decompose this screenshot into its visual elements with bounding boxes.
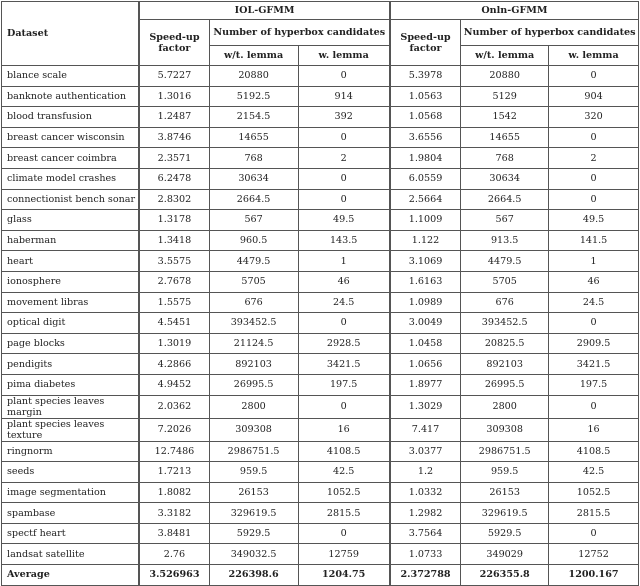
cell-iol-speedup: 2.0362 — [139, 395, 209, 418]
cell-iol-w: 0 — [298, 395, 390, 418]
table-row — [2, 230, 639, 251]
cell-onln-wt: 14655 — [461, 127, 549, 148]
cell-dataset: movement libras — [2, 292, 140, 313]
table-row — [2, 482, 639, 503]
cell-iol-speedup: 3.526963 — [139, 565, 209, 586]
cell-onln-wt: 2986751.5 — [461, 441, 549, 462]
cell-dataset: spambase — [2, 503, 140, 524]
cell-onln-wt: 768 — [461, 148, 549, 169]
cell-dataset: breast cancer wisconsin — [2, 127, 140, 148]
results-table — [1, 1, 639, 586]
header-onln-wt-lemma: w/t. lemma — [461, 46, 549, 66]
cell-iol-speedup: 1.5575 — [139, 292, 209, 313]
cell-onln-w: 904 — [549, 86, 639, 107]
cell-onln-speedup: 3.6556 — [390, 127, 461, 148]
cell-iol-w: 2815.5 — [298, 503, 390, 524]
cell-dataset: image segmentation — [2, 482, 140, 503]
cell-onln-speedup: 1.2 — [390, 462, 461, 483]
header-onln-gfmm: Onln-GFMM — [390, 2, 639, 20]
cell-iol-speedup: 3.8746 — [139, 127, 209, 148]
cell-onln-w: 4108.5 — [549, 441, 639, 462]
cell-onln-w: 1052.5 — [549, 482, 639, 503]
cell-onln-wt: 393452.5 — [461, 313, 549, 334]
cell-iol-wt: 5192.5 — [209, 86, 298, 107]
cell-iol-w: 2 — [298, 148, 390, 169]
cell-iol-speedup: 6.2478 — [139, 168, 209, 189]
table-row — [2, 354, 639, 375]
cell-dataset: Average — [2, 565, 140, 586]
cell-onln-w: 24.5 — [549, 292, 639, 313]
table-row — [2, 374, 639, 395]
cell-onln-wt: 2664.5 — [461, 189, 549, 210]
cell-iol-speedup: 1.3019 — [139, 333, 209, 354]
cell-onln-wt: 26153 — [461, 482, 549, 503]
cell-iol-wt: 14655 — [209, 127, 298, 148]
table-row — [2, 127, 639, 148]
cell-iol-w: 3421.5 — [298, 354, 390, 375]
cell-onln-w: 0 — [549, 127, 639, 148]
cell-onln-speedup: 1.0733 — [390, 544, 461, 565]
cell-iol-w: 197.5 — [298, 374, 390, 395]
cell-onln-w: 42.5 — [549, 462, 639, 483]
cell-onln-w: 46 — [549, 271, 639, 292]
header-onln-candidates: Number of hyperbox candidates — [461, 20, 639, 46]
cell-dataset: plant species leaves texture — [2, 418, 140, 441]
cell-onln-wt: 567 — [461, 210, 549, 231]
cell-iol-speedup: 3.5575 — [139, 251, 209, 272]
cell-onln-speedup: 3.7564 — [390, 523, 461, 544]
cell-iol-wt: 5929.5 — [209, 523, 298, 544]
cell-dataset: glass — [2, 210, 140, 231]
cell-iol-w: 2928.5 — [298, 333, 390, 354]
cell-iol-speedup: 1.2487 — [139, 107, 209, 128]
cell-onln-w: 12752 — [549, 544, 639, 565]
cell-onln-wt: 5929.5 — [461, 523, 549, 544]
table-row — [2, 462, 639, 483]
cell-iol-wt: 26995.5 — [209, 374, 298, 395]
cell-iol-wt: 567 — [209, 210, 298, 231]
cell-iol-wt: 21124.5 — [209, 333, 298, 354]
cell-iol-speedup: 1.3016 — [139, 86, 209, 107]
cell-onln-wt: 329619.5 — [461, 503, 549, 524]
cell-iol-speedup: 7.2026 — [139, 418, 209, 441]
table-row — [2, 313, 639, 334]
cell-iol-w: 914 — [298, 86, 390, 107]
header-iol-w-lemma: w. lemma — [298, 46, 390, 66]
cell-iol-wt: 20880 — [209, 66, 298, 87]
cell-onln-speedup: 6.0559 — [390, 168, 461, 189]
table-row — [2, 210, 639, 231]
cell-iol-w: 0 — [298, 66, 390, 87]
cell-onln-speedup: 1.0989 — [390, 292, 461, 313]
cell-dataset: blance scale — [2, 66, 140, 87]
cell-onln-wt: 26995.5 — [461, 374, 549, 395]
cell-onln-speedup: 1.8977 — [390, 374, 461, 395]
cell-onln-speedup: 3.1069 — [390, 251, 461, 272]
cell-iol-speedup: 12.7486 — [139, 441, 209, 462]
cell-onln-w: 0 — [549, 66, 639, 87]
cell-iol-speedup: 1.3178 — [139, 210, 209, 231]
table-row — [2, 271, 639, 292]
header-onln-w-lemma: w. lemma — [549, 46, 639, 66]
cell-onln-speedup: 1.2982 — [390, 503, 461, 524]
cell-onln-wt: 226355.8 — [461, 565, 549, 586]
cell-iol-w: 143.5 — [298, 230, 390, 251]
cell-dataset: pendigits — [2, 354, 140, 375]
cell-iol-w: 1 — [298, 251, 390, 272]
cell-onln-w: 141.5 — [549, 230, 639, 251]
cell-onln-speedup: 1.122 — [390, 230, 461, 251]
table-row — [2, 544, 639, 565]
cell-dataset: ringnorm — [2, 441, 140, 462]
header-iol-speedup: Speed-up factor — [139, 20, 209, 66]
table-row — [2, 503, 639, 524]
cell-iol-wt: 768 — [209, 148, 298, 169]
cell-dataset: spectf heart — [2, 523, 140, 544]
cell-dataset: heart — [2, 251, 140, 272]
cell-iol-w: 1052.5 — [298, 482, 390, 503]
cell-iol-wt: 26153 — [209, 482, 298, 503]
cell-onln-speedup: 1.6163 — [390, 271, 461, 292]
cell-dataset: seeds — [2, 462, 140, 483]
cell-iol-wt: 2664.5 — [209, 189, 298, 210]
table-row — [2, 523, 639, 544]
table-row — [2, 292, 639, 313]
cell-iol-wt: 4479.5 — [209, 251, 298, 272]
cell-iol-w: 392 — [298, 107, 390, 128]
cell-onln-speedup: 1.9804 — [390, 148, 461, 169]
average-row — [2, 565, 639, 586]
cell-iol-wt: 2986751.5 — [209, 441, 298, 462]
cell-iol-w: 1204.75 — [298, 565, 390, 586]
cell-onln-w: 0 — [549, 189, 639, 210]
cell-iol-wt: 309308 — [209, 418, 298, 441]
cell-onln-wt: 676 — [461, 292, 549, 313]
cell-onln-speedup: 3.0049 — [390, 313, 461, 334]
table-row — [2, 418, 639, 441]
cell-iol-speedup: 3.3182 — [139, 503, 209, 524]
cell-onln-wt: 5705 — [461, 271, 549, 292]
cell-onln-w: 197.5 — [549, 374, 639, 395]
cell-onln-wt: 959.5 — [461, 462, 549, 483]
cell-iol-speedup: 4.5451 — [139, 313, 209, 334]
cell-onln-speedup: 1.1009 — [390, 210, 461, 231]
table-row — [2, 86, 639, 107]
cell-dataset: haberman — [2, 230, 140, 251]
cell-dataset: pima diabetes — [2, 374, 140, 395]
cell-onln-speedup: 1.0568 — [390, 107, 461, 128]
cell-iol-w: 16 — [298, 418, 390, 441]
cell-onln-w: 1200.167 — [549, 565, 639, 586]
cell-dataset: landsat satellite — [2, 544, 140, 565]
cell-onln-wt: 4479.5 — [461, 251, 549, 272]
cell-iol-speedup: 5.7227 — [139, 66, 209, 87]
cell-iol-speedup: 1.8082 — [139, 482, 209, 503]
cell-onln-speedup: 1.0656 — [390, 354, 461, 375]
table-row — [2, 441, 639, 462]
header-dataset: Dataset — [2, 2, 140, 66]
cell-onln-w: 16 — [549, 418, 639, 441]
cell-iol-speedup: 2.3571 — [139, 148, 209, 169]
table-row — [2, 189, 639, 210]
cell-onln-speedup: 3.0377 — [390, 441, 461, 462]
cell-onln-speedup: 7.417 — [390, 418, 461, 441]
cell-dataset: breast cancer coimbra — [2, 148, 140, 169]
cell-iol-w: 46 — [298, 271, 390, 292]
cell-iol-speedup: 2.7678 — [139, 271, 209, 292]
cell-iol-w: 0 — [298, 189, 390, 210]
cell-iol-wt: 2154.5 — [209, 107, 298, 128]
cell-onln-w: 0 — [549, 395, 639, 418]
cell-iol-wt: 892103 — [209, 354, 298, 375]
cell-iol-w: 0 — [298, 168, 390, 189]
cell-onln-w: 0 — [549, 523, 639, 544]
cell-onln-wt: 913.5 — [461, 230, 549, 251]
cell-iol-speedup: 3.8481 — [139, 523, 209, 544]
cell-iol-w: 0 — [298, 127, 390, 148]
cell-onln-wt: 349029 — [461, 544, 549, 565]
cell-iol-wt: 2800 — [209, 395, 298, 418]
table-row — [2, 66, 639, 87]
cell-onln-speedup: 1.0458 — [390, 333, 461, 354]
table-row — [2, 395, 639, 418]
header-iol-wt-lemma: w/t. lemma — [209, 46, 298, 66]
cell-dataset: plant species leaves margin — [2, 395, 140, 418]
cell-iol-w: 0 — [298, 523, 390, 544]
cell-onln-wt: 1542 — [461, 107, 549, 128]
cell-onln-speedup: 5.3978 — [390, 66, 461, 87]
cell-dataset: banknote authentication — [2, 86, 140, 107]
cell-onln-w: 0 — [549, 313, 639, 334]
table-row — [2, 168, 639, 189]
cell-dataset: connectionist bench sonar — [2, 189, 140, 210]
cell-iol-wt: 5705 — [209, 271, 298, 292]
cell-dataset: climate model crashes — [2, 168, 140, 189]
cell-onln-w: 49.5 — [549, 210, 639, 231]
cell-onln-w: 2909.5 — [549, 333, 639, 354]
cell-iol-w: 42.5 — [298, 462, 390, 483]
cell-iol-w: 4108.5 — [298, 441, 390, 462]
cell-iol-speedup: 1.3418 — [139, 230, 209, 251]
header-onln-speedup: Speed-up factor — [390, 20, 461, 66]
cell-dataset: optical digit — [2, 313, 140, 334]
cell-onln-speedup: 1.0332 — [390, 482, 461, 503]
cell-iol-w: 0 — [298, 313, 390, 334]
table-row — [2, 148, 639, 169]
header-iol-candidates: Number of hyperbox candidates — [209, 20, 390, 46]
table-body — [2, 66, 639, 586]
cell-onln-wt: 5129 — [461, 86, 549, 107]
cell-iol-wt: 349032.5 — [209, 544, 298, 565]
cell-iol-wt: 226398.6 — [209, 565, 298, 586]
cell-iol-speedup: 4.9452 — [139, 374, 209, 395]
cell-dataset: blood transfusion — [2, 107, 140, 128]
cell-onln-wt: 20880 — [461, 66, 549, 87]
cell-onln-wt: 309308 — [461, 418, 549, 441]
cell-onln-speedup: 1.0563 — [390, 86, 461, 107]
cell-onln-wt: 2800 — [461, 395, 549, 418]
cell-onln-w: 2815.5 — [549, 503, 639, 524]
cell-iol-wt: 329619.5 — [209, 503, 298, 524]
cell-onln-speedup: 2.372788 — [390, 565, 461, 586]
cell-iol-wt: 960.5 — [209, 230, 298, 251]
cell-onln-speedup: 2.5664 — [390, 189, 461, 210]
cell-iol-speedup: 2.76 — [139, 544, 209, 565]
cell-iol-w: 12759 — [298, 544, 390, 565]
cell-onln-wt: 20825.5 — [461, 333, 549, 354]
cell-iol-wt: 676 — [209, 292, 298, 313]
cell-onln-w: 0 — [549, 168, 639, 189]
cell-onln-w: 1 — [549, 251, 639, 272]
table-row — [2, 251, 639, 272]
header-iol-gfmm: IOL-GFMM — [139, 2, 390, 20]
cell-onln-speedup: 1.3029 — [390, 395, 461, 418]
cell-iol-wt: 959.5 — [209, 462, 298, 483]
cell-iol-speedup: 4.2866 — [139, 354, 209, 375]
table-row — [2, 107, 639, 128]
cell-iol-wt: 30634 — [209, 168, 298, 189]
cell-iol-w: 24.5 — [298, 292, 390, 313]
cell-iol-speedup: 1.7213 — [139, 462, 209, 483]
cell-onln-wt: 892103 — [461, 354, 549, 375]
cell-iol-speedup: 2.8302 — [139, 189, 209, 210]
cell-onln-wt: 30634 — [461, 168, 549, 189]
cell-dataset: page blocks — [2, 333, 140, 354]
cell-onln-w: 2 — [549, 148, 639, 169]
cell-iol-wt: 393452.5 — [209, 313, 298, 334]
table-row — [2, 333, 639, 354]
cell-onln-w: 3421.5 — [549, 354, 639, 375]
cell-onln-w: 320 — [549, 107, 639, 128]
cell-dataset: ionosphere — [2, 271, 140, 292]
cell-iol-w: 49.5 — [298, 210, 390, 231]
